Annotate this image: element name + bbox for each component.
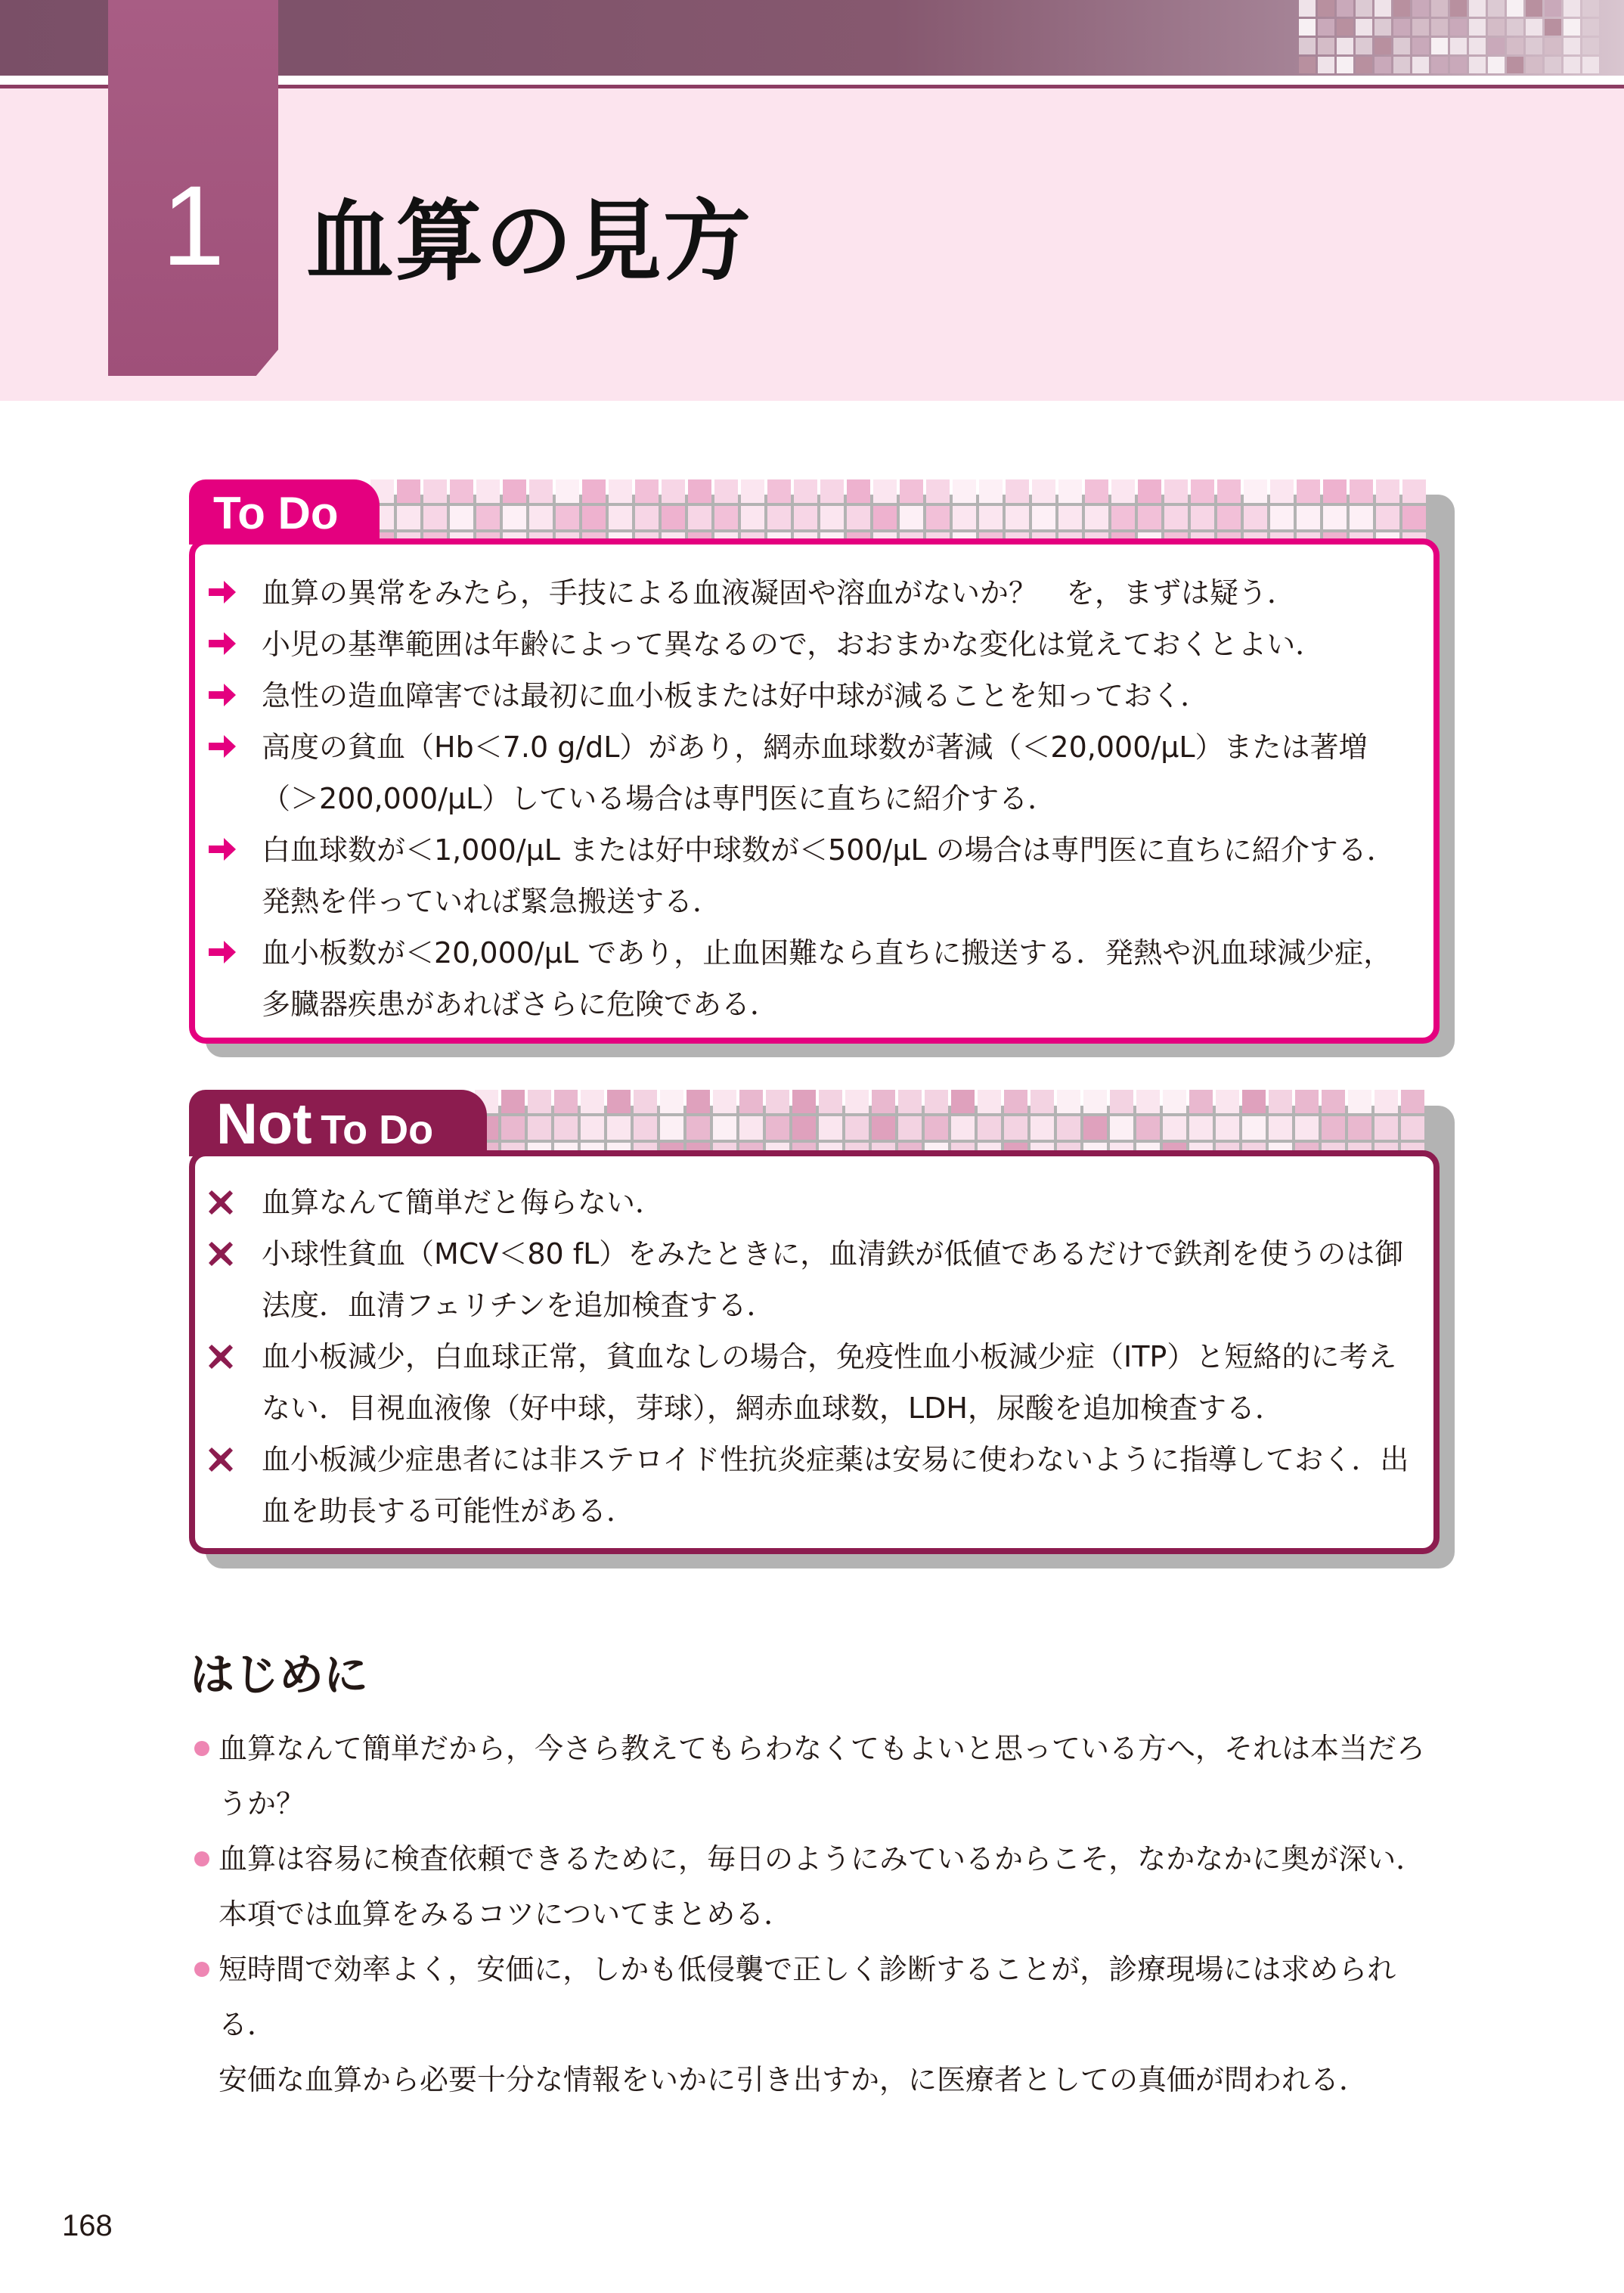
mosaic-tile	[845, 1116, 869, 1140]
item-line: 血を助長する可能性がある．	[262, 1494, 636, 1528]
cross-icon	[207, 1228, 234, 1280]
mosaic-tile	[1337, 38, 1353, 54]
notdo-item	[203, 1177, 1427, 1228]
pink-dot-icon	[194, 1741, 209, 1756]
mosaic-tile	[1085, 506, 1108, 529]
mosaic-tile	[713, 1116, 736, 1140]
mosaic-tile	[1393, 57, 1410, 73]
mosaic-tile	[581, 1116, 604, 1140]
mosaic-tile	[423, 506, 447, 529]
todo-item	[203, 670, 1427, 721]
todo-item	[203, 721, 1427, 824]
mosaic-tile	[820, 479, 844, 503]
item-line: 短時間で効率よく，安価に，しかも低侵襲で正しく診断することが，診療現場には求められる．	[218, 1953, 1396, 2041]
mosaic-tile	[1136, 1090, 1160, 1113]
mosaic-tile	[713, 1090, 736, 1113]
mosaic-tile	[1564, 0, 1580, 17]
mosaic-tile	[819, 1090, 842, 1113]
mosaic-tile	[1469, 38, 1486, 54]
header-mosaic-decoration	[1299, 0, 1624, 76]
mosaic-tile	[1450, 19, 1467, 36]
mosaic-tile	[1526, 38, 1542, 54]
mosaic-tile	[1564, 57, 1580, 73]
mosaic-tile	[1057, 1090, 1080, 1113]
mosaic-tile	[1375, 0, 1391, 17]
mosaic-tile	[581, 1090, 604, 1113]
mosaic-tile	[953, 479, 976, 503]
mosaic-tile	[1582, 0, 1599, 17]
mosaic-tile	[662, 479, 685, 503]
mosaic-tile	[1488, 57, 1505, 73]
mosaic-tile	[1431, 19, 1448, 36]
item-line: 血算なんて簡単だから，今さら教えてもらわなくてもよいと思っている方へ，それは本当だろ	[218, 1732, 1426, 1765]
mosaic-tile	[1299, 19, 1316, 36]
cross-icon	[207, 1177, 234, 1228]
mosaic-tile	[1216, 1116, 1239, 1140]
mosaic-tile	[635, 479, 659, 503]
mosaic-tile	[1217, 506, 1241, 529]
cross-icon	[207, 1331, 234, 1382]
notdo-list	[203, 1177, 1427, 1537]
mosaic-tile	[847, 506, 870, 529]
intro-item	[190, 1942, 1445, 2108]
item-line: ない．目視血液像（好中球，芽球），網赤血球数，LDH，尿酸を追加検査する．	[262, 1392, 1285, 1425]
mosaic-tile	[951, 1090, 975, 1113]
mosaic-tile	[951, 1116, 975, 1140]
mosaic-tile	[686, 1090, 710, 1113]
mosaic-tile	[501, 1116, 525, 1140]
todo-label: To Do	[189, 479, 354, 545]
mosaic-tile	[1164, 479, 1188, 503]
mosaic-tile	[635, 506, 659, 529]
todo-mosaic-decoration	[370, 479, 1435, 545]
chapter-title: 血算の見方	[306, 191, 752, 293]
mosaic-tile	[660, 1090, 683, 1113]
mosaic-tile	[978, 1090, 1001, 1113]
mosaic-tile	[792, 1116, 816, 1140]
mosaic-tile	[1216, 1090, 1239, 1113]
mosaic-tile	[397, 479, 420, 503]
mosaic-tile	[1348, 1116, 1371, 1140]
mosaic-tile	[1269, 1090, 1292, 1113]
mosaic-tile	[1318, 0, 1334, 17]
mosaic-tile	[529, 506, 553, 529]
mosaic-tile	[1507, 19, 1523, 36]
mosaic-tile	[1337, 0, 1353, 17]
mosaic-tile	[528, 1090, 551, 1113]
mosaic-tile	[1244, 479, 1267, 503]
mosaic-tile	[1189, 1090, 1213, 1113]
mosaic-tile	[1356, 38, 1372, 54]
notdo-label-sub: To Do	[321, 1107, 434, 1153]
mosaic-tile	[1507, 0, 1523, 17]
mosaic-tile	[1083, 1090, 1107, 1113]
mosaic-tile	[767, 479, 791, 503]
mosaic-tile	[1189, 1116, 1213, 1140]
item-line: 血小板数が＜20,000/μL であり，止血困難なら直ちに搬送する．発熱や汎血球減少症，	[262, 936, 1393, 970]
mosaic-tile	[1004, 1116, 1027, 1140]
mosaic-tile	[1083, 1116, 1107, 1140]
mosaic-tile	[1244, 506, 1267, 529]
mosaic-tile	[1337, 57, 1353, 73]
mosaic-tile	[503, 479, 526, 503]
intro-list	[190, 1721, 1445, 2108]
mosaic-tile	[1393, 0, 1410, 17]
mosaic-tile	[845, 1090, 869, 1113]
mosaic-tile	[978, 1116, 1001, 1140]
mosaic-tile	[1526, 19, 1542, 36]
item-line: 小球性貧血（MCV＜80 fL）をみたときに，血清鉄が低値であるだけで鉄剤を使うのは御	[262, 1237, 1404, 1271]
item-line: うか？	[218, 1787, 305, 1820]
mosaic-tile	[660, 1116, 683, 1140]
mosaic-tile	[900, 506, 923, 529]
mosaic-tile	[1136, 1116, 1160, 1140]
mosaic-tile	[739, 1116, 763, 1140]
item-line: 血算の異常をみたら，手技による血液凝固や溶血がないか？ を，まずは疑う．	[262, 576, 1297, 610]
mosaic-tile	[1295, 1116, 1319, 1140]
mosaic-tile	[556, 479, 579, 503]
intro-item	[190, 1832, 1445, 1942]
mosaic-tile	[1058, 479, 1082, 503]
right-arrow-icon	[207, 824, 237, 876]
mosaic-tile	[873, 506, 897, 529]
todo-item	[203, 824, 1427, 927]
mosaic-tile	[953, 506, 976, 529]
mosaic-tile	[1006, 506, 1029, 529]
mosaic-tile	[794, 479, 817, 503]
right-arrow-icon	[207, 670, 237, 721]
mosaic-tile	[1297, 479, 1320, 503]
mosaic-tile	[1450, 38, 1467, 54]
cross-icon	[207, 1434, 234, 1485]
mosaic-tile	[1450, 57, 1467, 73]
right-arrow-icon	[207, 721, 237, 773]
mosaic-tile	[1375, 57, 1391, 73]
mosaic-tile	[1299, 0, 1316, 17]
mosaic-tile	[1401, 1090, 1424, 1113]
mosaic-tile	[1507, 57, 1523, 73]
mosaic-tile	[1191, 479, 1214, 503]
mosaic-tile	[1270, 506, 1294, 529]
todo-list	[203, 567, 1427, 1030]
mosaic-tile	[1318, 19, 1334, 36]
item-line: 血小板減少症患者には非ステロイド性抗炎症薬は安易に使わないように指導しておく．出	[262, 1443, 1409, 1476]
pink-dot-icon	[194, 1962, 209, 1977]
mosaic-tile	[1469, 57, 1486, 73]
mosaic-tile	[1110, 1116, 1133, 1140]
mosaic-tile	[582, 479, 606, 503]
mosaic-tile	[1507, 38, 1523, 54]
mosaic-tile	[1111, 479, 1135, 503]
mosaic-tile	[741, 479, 764, 503]
mosaic-tile	[900, 479, 923, 503]
mosaic-tile	[1582, 57, 1599, 73]
mosaic-tile	[1191, 506, 1214, 529]
mosaic-tile	[1110, 1090, 1133, 1113]
mosaic-tile	[1376, 506, 1399, 529]
item-line: 白血球数が＜1,000/μL または好中球数が＜500/μL の場合は専門医に直ちに紹介する．	[262, 833, 1396, 867]
mosaic-tile	[1270, 479, 1294, 503]
mosaic-tile	[1402, 506, 1426, 529]
mosaic-tile	[1401, 1116, 1424, 1140]
item-line: 小児の基準範囲は年齢によって異なるので，おおまかな変化は覚えておくとよい．	[262, 628, 1325, 661]
mosaic-tile	[450, 506, 473, 529]
mosaic-tile	[476, 506, 500, 529]
mosaic-tile	[1526, 0, 1542, 17]
mosaic-tile	[1545, 57, 1561, 73]
mosaic-tile	[609, 506, 632, 529]
mosaic-tile	[1393, 38, 1410, 54]
mosaic-tile	[1412, 0, 1429, 17]
mosaic-tile	[714, 506, 738, 529]
right-arrow-icon	[207, 567, 237, 619]
mosaic-tile	[1295, 1090, 1319, 1113]
mosaic-tile	[925, 1116, 948, 1140]
mosaic-tile	[1375, 38, 1391, 54]
mosaic-tile	[1564, 38, 1580, 54]
mosaic-tile	[607, 1116, 631, 1140]
mosaic-tile	[794, 506, 817, 529]
mosaic-tile	[1582, 19, 1599, 36]
mosaic-tile	[766, 1116, 789, 1140]
mosaic-tile	[1217, 479, 1241, 503]
mosaic-tile	[609, 479, 632, 503]
mosaic-tile	[1431, 38, 1448, 54]
mosaic-tile	[1431, 0, 1448, 17]
mosaic-tile	[634, 1090, 657, 1113]
mosaic-tile	[688, 479, 711, 503]
mosaic-tile	[1138, 506, 1161, 529]
mosaic-tile	[714, 479, 738, 503]
mosaic-tile	[767, 506, 791, 529]
mosaic-tile	[1004, 1090, 1027, 1113]
mosaic-tile	[1348, 1090, 1371, 1113]
notdo-label-main: Not	[216, 1092, 312, 1156]
todo-item	[203, 927, 1427, 1030]
mosaic-tile	[1057, 1116, 1080, 1140]
mosaic-tile	[423, 479, 447, 503]
mosaic-tile	[1030, 1090, 1054, 1113]
mosaic-tile	[926, 506, 950, 529]
mosaic-tile	[554, 1090, 578, 1113]
mosaic-tile	[1488, 38, 1505, 54]
mosaic-tile	[1431, 57, 1448, 73]
mosaic-tile	[634, 1116, 657, 1140]
mosaic-tile	[1030, 1116, 1054, 1140]
mosaic-tile	[1375, 19, 1391, 36]
mosaic-tile	[792, 1090, 816, 1113]
item-line: （＞200,000/μL）している場合は専門医に直ちに紹介する．	[262, 782, 1057, 815]
item-line: 法度．血清フェリチンを追加検査する．	[262, 1289, 776, 1322]
mosaic-tile	[741, 506, 764, 529]
right-arrow-icon	[207, 927, 237, 979]
item-line: 多臓器疾患があればさらに危険である．	[262, 988, 779, 1021]
mosaic-tile	[1164, 506, 1188, 529]
mosaic-tile	[872, 1116, 895, 1140]
mosaic-tile	[1350, 506, 1373, 529]
mosaic-tile	[1322, 1116, 1345, 1140]
pink-dot-icon	[194, 1851, 209, 1866]
mosaic-tile	[1545, 19, 1561, 36]
notdo-mosaic-decoration	[475, 1090, 1435, 1155]
mosaic-tile	[898, 1090, 922, 1113]
mosaic-tile	[1450, 0, 1467, 17]
section-heading-intro: はじめに	[190, 1649, 369, 1701]
mosaic-tile	[1323, 506, 1347, 529]
mosaic-tile	[1356, 0, 1372, 17]
mosaic-tile	[450, 479, 473, 503]
item-line: 血算なんて簡単だと侮らない．	[262, 1186, 665, 1219]
mosaic-tile	[1032, 506, 1055, 529]
mosaic-tile	[1323, 479, 1347, 503]
item-line: 安価な血算から必要十分な情報をいかに引き出すか，に医療者としての真価が問われる．	[218, 2063, 1368, 2096]
notdo-item	[203, 1434, 1427, 1537]
notdo-item	[203, 1331, 1427, 1434]
mosaic-tile	[1356, 57, 1372, 73]
item-line: 本項では血算をみるコツについてまとめる．	[218, 1897, 793, 1931]
mosaic-tile	[1163, 1116, 1186, 1140]
notdo-item	[203, 1228, 1427, 1331]
mosaic-tile	[1337, 19, 1353, 36]
mosaic-tile	[1582, 38, 1599, 54]
mosaic-tile	[1469, 19, 1486, 36]
mosaic-tile	[686, 1116, 710, 1140]
mosaic-tile	[873, 479, 897, 503]
todo-item	[203, 619, 1427, 670]
mosaic-tile	[503, 506, 526, 529]
mosaic-tile	[1163, 1090, 1186, 1113]
mosaic-tile	[1412, 19, 1429, 36]
mosaic-tile	[1402, 479, 1426, 503]
mosaic-tile	[1376, 479, 1399, 503]
intro-item	[190, 1721, 1445, 1832]
mosaic-tile	[766, 1090, 789, 1113]
mosaic-tile	[1356, 19, 1372, 36]
mosaic-tile	[898, 1116, 922, 1140]
todo-item	[203, 567, 1427, 619]
mosaic-tile	[925, 1090, 948, 1113]
mosaic-tile	[1375, 1090, 1398, 1113]
mosaic-tile	[1412, 57, 1429, 73]
mosaic-tile	[501, 1090, 525, 1113]
mosaic-tile	[979, 506, 1003, 529]
mosaic-tile	[397, 506, 420, 529]
item-line: 発熱を伴っていれば緊急搬送する．	[262, 885, 722, 918]
mosaic-tile	[1526, 57, 1542, 73]
mosaic-tile	[1318, 57, 1334, 73]
page-number: 168	[62, 2209, 113, 2242]
mosaic-tile	[1545, 0, 1561, 17]
mosaic-tile	[1350, 479, 1373, 503]
mosaic-tile	[1297, 506, 1320, 529]
mosaic-tile	[1006, 479, 1029, 503]
mosaic-tile	[1032, 479, 1055, 503]
mosaic-tile	[1488, 0, 1505, 17]
mosaic-tile	[1412, 38, 1429, 54]
chapter-number: 1	[161, 162, 225, 289]
mosaic-tile	[1085, 479, 1108, 503]
mosaic-tile	[1318, 38, 1334, 54]
mosaic-tile	[847, 479, 870, 503]
mosaic-tile	[1269, 1116, 1292, 1140]
mosaic-tile	[1111, 506, 1135, 529]
mosaic-tile	[1469, 0, 1486, 17]
notdo-label	[189, 1090, 461, 1156]
mosaic-tile	[476, 479, 500, 503]
mosaic-tile	[556, 506, 579, 529]
mosaic-tile	[739, 1090, 763, 1113]
mosaic-tile	[1242, 1090, 1266, 1113]
mosaic-tile	[926, 479, 950, 503]
mosaic-tile	[688, 506, 711, 529]
mosaic-tile	[529, 479, 553, 503]
item-line: 高度の貧血（Hb＜7.0 g/dL）があり，網赤血球数が著減（＜20,000/μL）または著増	[262, 731, 1368, 764]
mosaic-tile	[607, 1090, 631, 1113]
mosaic-tile	[1545, 38, 1561, 54]
mosaic-tile	[582, 506, 606, 529]
mosaic-tile	[820, 506, 844, 529]
item-line: 血小板減少，白血球正常，貧血なしの場合，免疫性血小板減少症（ITP）と短絡的に考え	[262, 1340, 1397, 1373]
mosaic-tile	[1242, 1116, 1266, 1140]
item-line: 急性の造血障害では最初に血小板または好中球が減ることを知っておく．	[262, 679, 1210, 712]
mosaic-tile	[554, 1116, 578, 1140]
right-arrow-icon	[207, 619, 237, 670]
mosaic-tile	[662, 506, 685, 529]
mosaic-tile	[1375, 1116, 1398, 1140]
mosaic-tile	[819, 1116, 842, 1140]
mosaic-tile	[979, 479, 1003, 503]
mosaic-tile	[1058, 506, 1082, 529]
mosaic-tile	[528, 1116, 551, 1140]
mosaic-tile	[1299, 57, 1316, 73]
mosaic-tile	[1322, 1090, 1345, 1113]
mosaic-tile	[1138, 479, 1161, 503]
mosaic-tile	[1564, 19, 1580, 36]
mosaic-tile	[1393, 19, 1410, 36]
mosaic-tile	[1299, 38, 1316, 54]
mosaic-tile	[872, 1090, 895, 1113]
item-line: 血算は容易に検査依頼できるために，毎日のようにみているからこそ，なかなかに奥が深い．	[218, 1842, 1425, 1876]
mosaic-tile	[1488, 19, 1505, 36]
